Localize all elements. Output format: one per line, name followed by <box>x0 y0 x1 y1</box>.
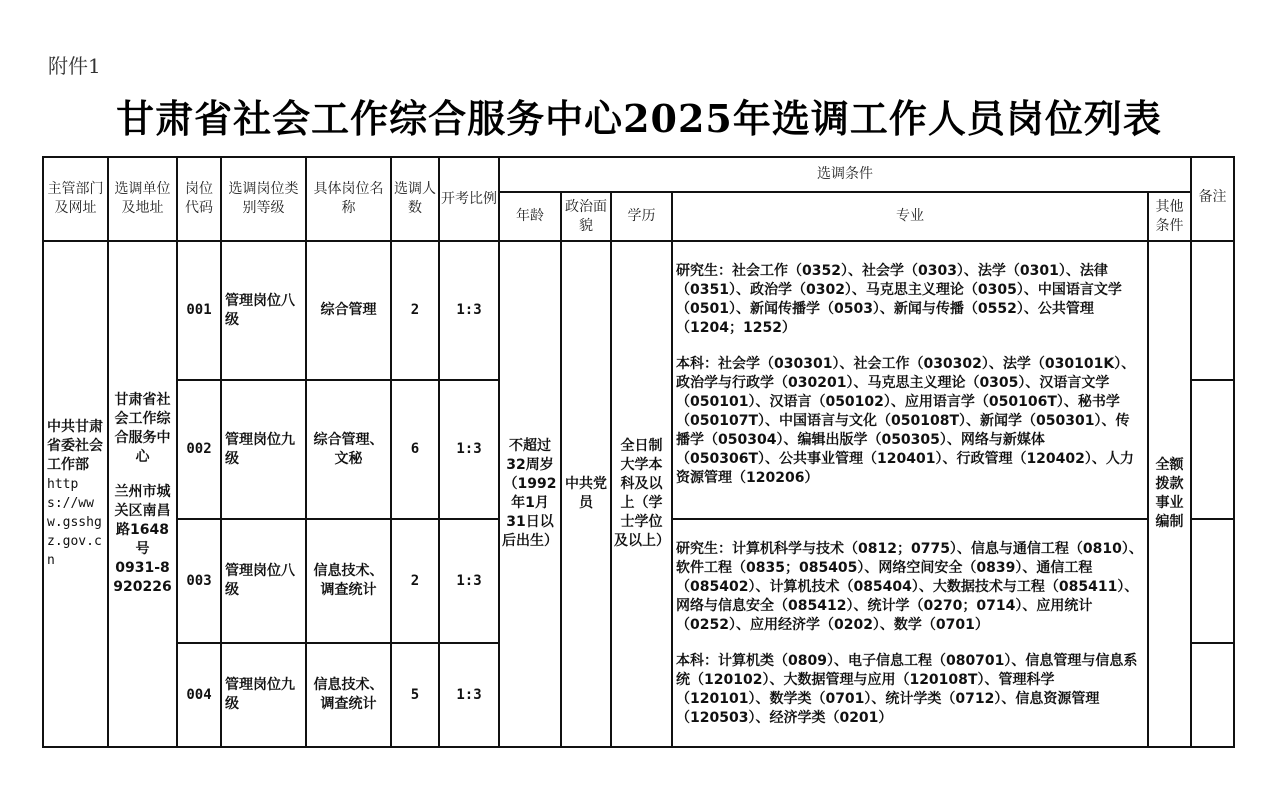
header-conditions: 选调条件 <box>499 157 1191 192</box>
count-cell: 2 <box>391 519 439 643</box>
major-graduate: 研究生：计算机科学与技术（0812；0775）、信息与通信工程（0810）、软件工程（0835；085405）、网络空间安全（0839）、通信工程（085402）、计算机技术（085404）、大数据技术与工程（085411）、网络与信息安全（085412）、统计学（0270；0714）、应用统计（0252）、应用经济学（0202）、数学（0701） <box>676 541 1143 633</box>
unit-address: 兰州市城关区南昌路1648号 <box>114 484 171 557</box>
code-cell: 004 <box>177 643 221 747</box>
unit-cell <box>108 241 177 747</box>
category-cell: 管理岗位九级 <box>221 643 306 747</box>
page-title: 甘肃省社会工作综合服务中心2025年选调工作人员岗位列表 <box>116 96 1162 141</box>
ratio-cell: 1:3 <box>439 380 499 519</box>
education-cell: 全日制大学本科及以上（学士学位及以上） <box>611 241 672 747</box>
major-cell-group-1 <box>672 241 1148 519</box>
header-education: 学历 <box>611 192 672 241</box>
position-cell: 综合管理、文秘 <box>306 380 391 519</box>
category-cell: 管理岗位八级 <box>221 241 306 380</box>
age-cell: 不超过32周岁（1992年1月31日以后出生） <box>499 241 561 747</box>
other-conditions-cell: 全额拨款事业编制 <box>1148 241 1191 747</box>
dept-url[interactable]: https://www.gsshgz.gov.cn <box>47 477 102 568</box>
category-cell: 管理岗位九级 <box>221 380 306 519</box>
code-cell: 003 <box>177 519 221 643</box>
position-cell: 综合管理 <box>306 241 391 380</box>
code-cell: 001 <box>177 241 221 380</box>
ratio-cell: 1:3 <box>439 519 499 643</box>
major-undergraduate: 本科：计算机类（0809）、电子信息工程（080701）、信息管理与信息系统（120102）、大数据管理与应用（120108T）、管理科学（120101）、数学类（0701）、统计学类（0712）、信息资源管理（120503）、经济学类（0201） <box>676 653 1138 726</box>
major-graduate: 研究生：社会工作（0352）、社会学（0303）、法学（0301）、法律（0351）、政治学（0302）、马克思主义理论（0305）、中国语言文学（0501）、新闻传播学（0503）、新闻与传播（0552）、公共管理（1204；1252） <box>676 263 1122 336</box>
count-cell: 2 <box>391 241 439 380</box>
ratio-cell: 1:3 <box>439 643 499 747</box>
remarks-cell <box>1191 519 1234 643</box>
position-table <box>42 156 1235 748</box>
category-cell: 管理岗位八级 <box>221 519 306 643</box>
count-cell: 5 <box>391 643 439 747</box>
political-cell: 中共党员 <box>561 241 611 747</box>
major-undergraduate: 本科：社会学（030301）、社会工作（030302）、法学（030101K）、政治学与行政学（030201）、马克思主义理论（0305）、汉语言文学（050101）、汉语言（050102）、应用语言学（050106T）、秘书学（050107T）、中国语言与文化（050108T）、新闻学（050301）、传播学（050304）、编辑出版学（050305）、网络与新媒体（050306T）、公共事业管理（120401）、行政管理（120402）、人力资源管理（120206） <box>676 356 1136 486</box>
header-code: 岗位代码 <box>177 157 221 241</box>
remarks-cell <box>1191 643 1234 747</box>
header-ratio: 开考比例 <box>439 157 499 241</box>
dept-cell <box>43 241 108 747</box>
unit-phone: 0931-8920226 <box>113 560 172 595</box>
header-unit: 选调单位及地址 <box>108 157 177 241</box>
code-cell: 002 <box>177 380 221 519</box>
unit-name: 甘肃省社会工作综合服务中心 <box>114 392 171 465</box>
header-count: 选调人数 <box>391 157 439 241</box>
attachment-label: 附件1 <box>48 54 101 78</box>
count-cell: 6 <box>391 380 439 519</box>
position-cell: 信息技术、调查统计 <box>306 519 391 643</box>
header-other: 其他条件 <box>1148 192 1191 241</box>
position-cell: 信息技术、调查统计 <box>306 643 391 747</box>
header-row-1 <box>43 157 1234 192</box>
header-dept: 主管部门及网址 <box>43 157 108 241</box>
remarks-cell <box>1191 380 1234 519</box>
header-category: 选调岗位类别等级 <box>221 157 306 241</box>
header-political: 政治面貌 <box>561 192 611 241</box>
header-major: 专业 <box>672 192 1148 241</box>
major-cell-group-2 <box>672 519 1148 747</box>
header-position: 具体岗位名称 <box>306 157 391 241</box>
table-row <box>43 241 1234 380</box>
dept-name: 中共甘肃省委社会工作部 <box>47 419 103 473</box>
header-age: 年龄 <box>499 192 561 241</box>
remarks-cell <box>1191 241 1234 380</box>
ratio-cell: 1:3 <box>439 241 499 380</box>
header-remarks: 备注 <box>1191 157 1234 241</box>
